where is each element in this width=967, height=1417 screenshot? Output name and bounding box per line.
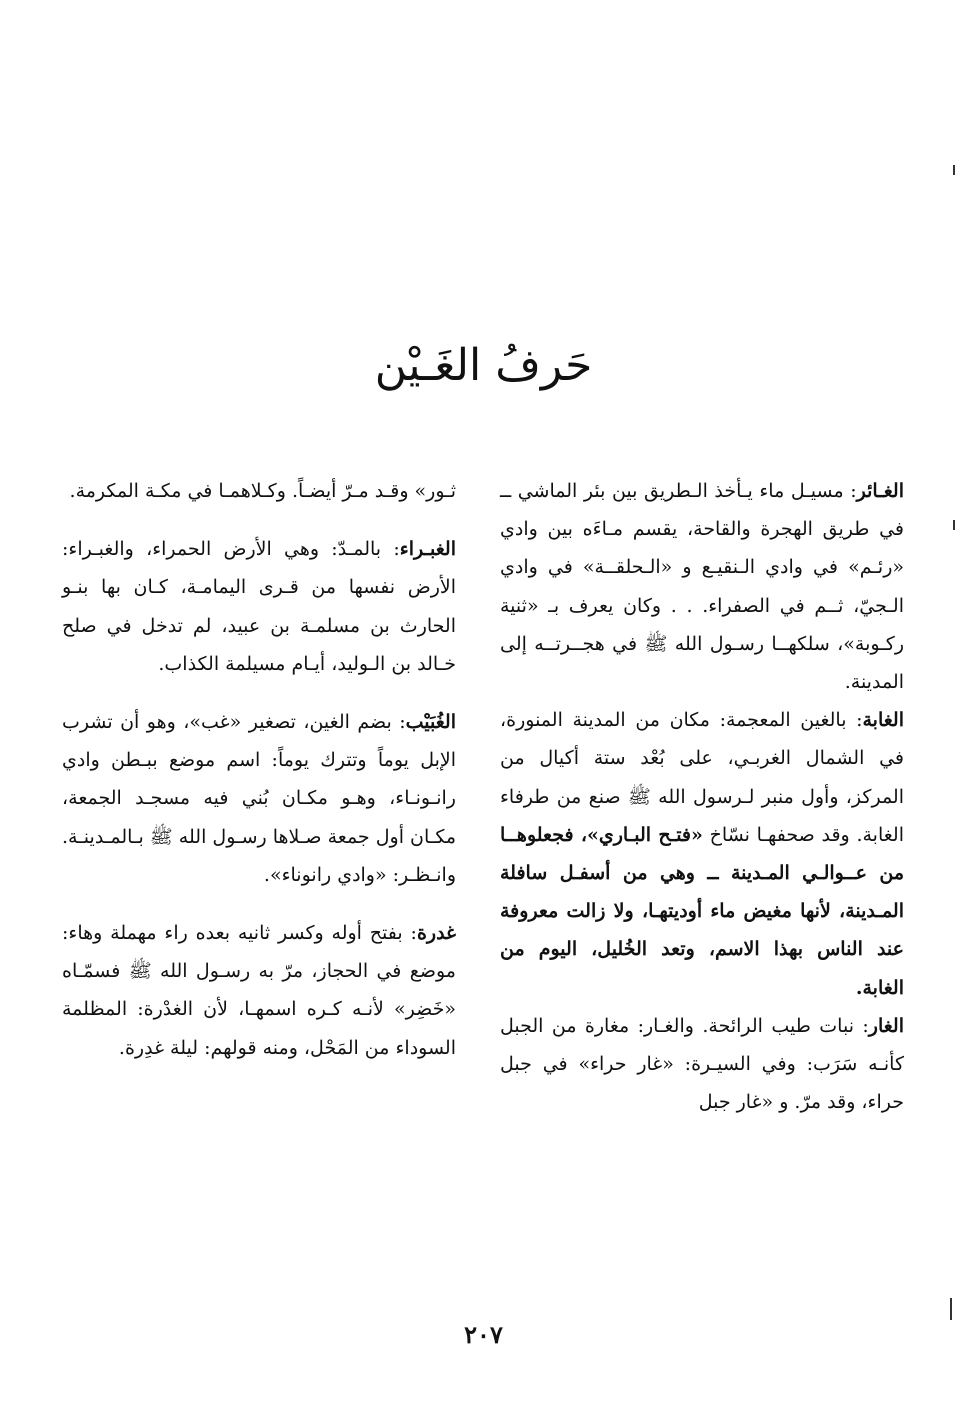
edge-mark [953,520,955,530]
entry-al-ghabra [62,530,456,683]
entry-al-ghair [500,472,904,701]
entry-body: : مسيـل ماء يـأخذ الـطريق بين بئر الماشي ــ في طريق الهجرة والقاحة، يقسم مـاءَه بين وادي «رئـم» في وادي الـنقيـع و «الـحلقــة» في وادي الـجيّ، ثــم في الصفراء. . . وكان يعرف بـ «ثنية ركـوبة»، سلكهــا رسـول الله ﷺ في هجــرتــه إلى المدينة. [500,480,904,694]
page-number: ٢٠٧ [464,1320,503,1349]
entry-body: : بضم الغين، تصغير «غب»، وهو أن تشرب الإبل يوماً وتترك يوماً: اسم موضع ببـطن وادي رانـونـاء، وهـو مكـان بُني فيه مسجـد الجمعة، مكـان أول جمعة صـلاها رسـول الله ﷺ بـالمـدينـة. وانـظـر: «وادي رانوناء». [62,711,456,886]
left-column [62,472,456,1087]
entry-body: : بالغين المعجمة: مكان من المدينة المنورة، في الشمال الغربـي، على بُعْد ستة أكيال من المركز، وأول منبر لـرسول الله ﷺ صنع من طرفاء الغابة. وقد صحفهـا نسّاخ [500,709,904,846]
entry-body: : بفتح أوله وكسر ثانيه بعده راء مهملة وهاء: موضع في الحجاز، مرّ به رسـول الله ﷺ فسمّـاه «خَضِر» لأنـه كـره اسمهـا، لأن الغدْرة: المظلمة السوداء من المَحْل، ومنه قولهم: ليلة غدِرة. [62,922,456,1059]
entry-headword: الغُبَيْب [405,711,456,734]
entry-continuation [62,472,456,510]
entry-body: : بالمـدّ: وهي الأرض الحمراء، والغبـراء: الأرض نفسها من قـرى اليمامـة، كـان بها بنـو الحارث بن مسلمـة بن عبيد، لم تدخل في صلح خـالد بن الـوليد، أيـام مسيلمة الكذاب. [62,538,456,675]
entry-al-ghaba [500,701,904,1007]
entry-headword: غدرة [416,922,456,945]
entry-body: : نبات طيب الرائحة. والغـار: مغارة من الجبل كأنـه سَرَب: وفي السيـرة: «غار حراء» في جبل حراء، وقد مرّ. و «غار جبل [500,1014,904,1114]
entry-al-ghubayb [62,703,456,894]
page-title: حَرفُ الغَـيْن [374,340,593,391]
entry-headword: الغـائر [856,480,904,502]
entry-body: ثـور» وقـد مـرّ أيضـاً. وكـلاهمـا في مكـة المكرمة. [69,480,456,502]
right-column [500,472,904,1121]
entry-headword: الغار [868,1014,904,1037]
edge-mark [953,165,955,175]
entry-headword: الغابة [862,709,904,732]
entry-al-ghar [500,1007,904,1122]
edge-mark [950,1298,952,1320]
entry-ghadra [62,914,456,1067]
entry-body-bold: «فتـح البـاري»، فجعلوهــا من عــوالـي المـدينة ــ وهي من أسفـل سافلة المـدينة، لأنها مغيض ماء أوديتهـا، ولا زالت معروفة عند الناس بهذا الاسم، وتعد الخُليل، اليوم من الغابة. [500,823,904,999]
entry-headword: الغبـراء [399,538,456,561]
